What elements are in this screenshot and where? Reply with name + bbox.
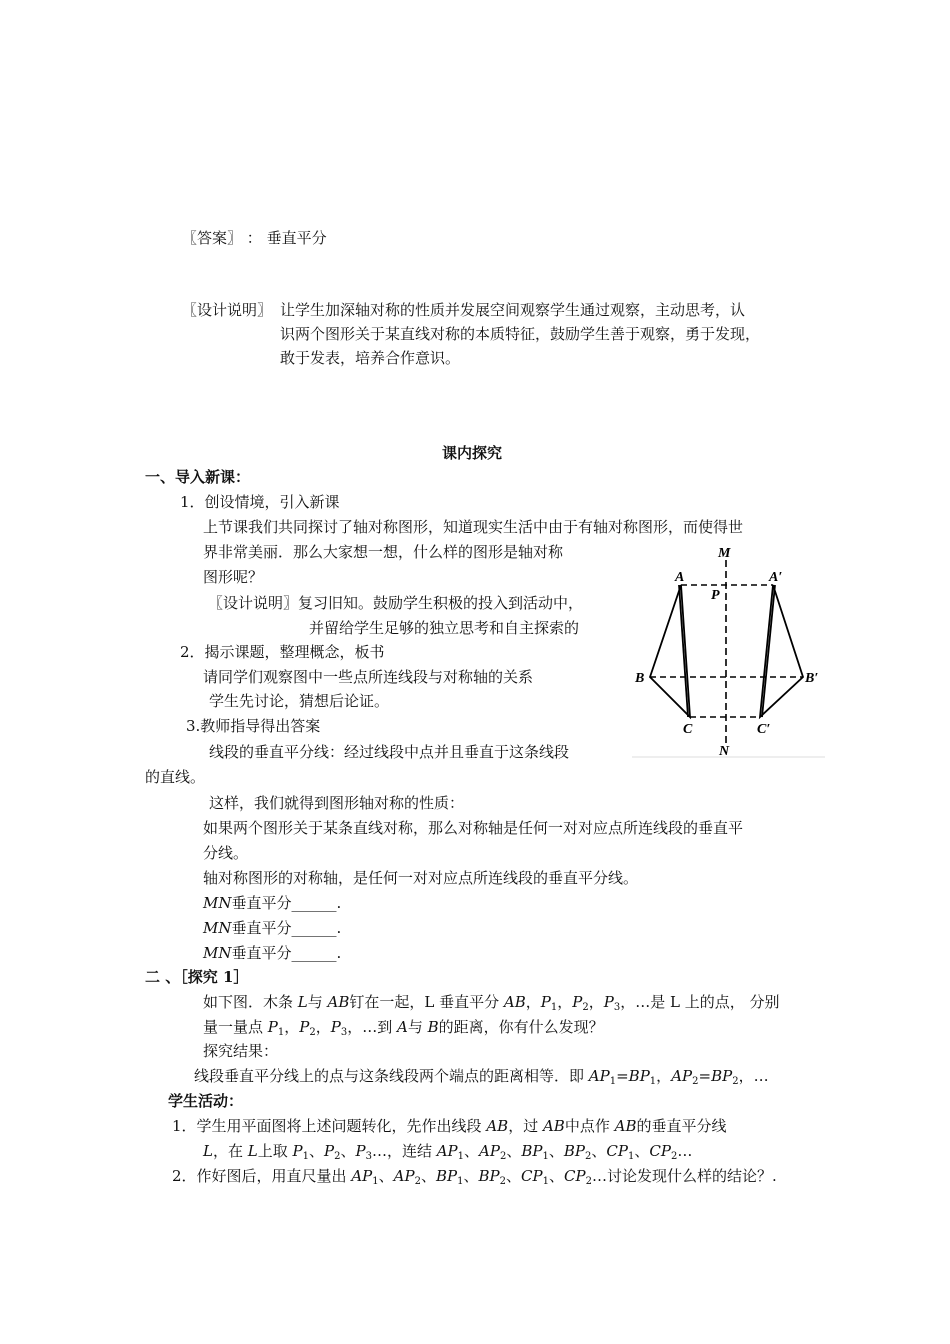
symbol-p: P [292, 1142, 303, 1160]
symbol-p: P [267, 1018, 278, 1036]
text-span: 1．学生用平面图将上述问题转化，先作出线段 [172, 1117, 487, 1135]
text-span: ， [738, 1067, 754, 1085]
result-text [194, 1066, 769, 1092]
text-span: 钉在一起，L 垂直平分 [349, 993, 504, 1011]
subscript: 3 [613, 1002, 621, 1013]
subscript: 1 [550, 1002, 558, 1013]
subscript: 2 [334, 1151, 341, 1162]
subscript: 2 [585, 1151, 592, 1162]
symbol-ap: AP [351, 1167, 373, 1185]
design-note-line: 识两个图形关于某直线对称的本质特征，鼓励学生善于观察，勇于发现， [280, 325, 761, 343]
text-span: 、 [308, 1142, 324, 1160]
symbol-l: L [297, 993, 308, 1011]
property-intro: 这样，我们就得到图形轴对称的性质： [209, 794, 465, 812]
activity-step [172, 1116, 726, 1136]
symbol-p: P [540, 993, 551, 1011]
text-span: 、 [340, 1142, 356, 1160]
text-span: ，过 [508, 1117, 543, 1135]
answer-colon: ： [246, 229, 262, 247]
label-b: B [635, 671, 645, 686]
text-span: 与 [307, 993, 328, 1011]
text-span: ，在 [212, 1142, 248, 1160]
subscript: 2 [499, 1176, 506, 1187]
symbol-cp: CP [521, 1167, 543, 1185]
explore-intro [203, 1017, 604, 1043]
label-b-prime: B′ [805, 671, 819, 686]
item1-title: 1．创设情境，引入新课 [180, 493, 340, 511]
subscript: 2 [582, 1002, 589, 1013]
item1-text: 上节课我们共同探讨了轴对称图形，知道现实生活中由于有轴对称图形，而使得世 [203, 518, 744, 536]
symbol-bp: BP [711, 1067, 733, 1085]
mn-blank-text: 垂直平分______. [231, 894, 342, 912]
text-span: 上取 [257, 1142, 293, 1160]
design-note-2 [208, 593, 583, 613]
design-note-label: 〖设计说明〗 [182, 301, 273, 319]
subscript: 2 [732, 1076, 739, 1087]
text-span: …，连结 [371, 1142, 437, 1160]
symbol-ap: AP [393, 1167, 415, 1185]
text-span: 线段垂直平分线上的点与这条线段两个端点的距离相等．即 [194, 1067, 589, 1085]
subscript: 2 [692, 1076, 699, 1087]
text-span: 、 [634, 1142, 650, 1160]
symbol-bp: BP [628, 1067, 650, 1085]
text-span: 如下图．木条 [203, 993, 298, 1011]
text-span: 的距离，你有什么发现？ [438, 1018, 604, 1036]
symbol-ap: AP [588, 1067, 610, 1085]
symbol-l: L [247, 1142, 258, 1160]
symbol-bp: BP [521, 1142, 543, 1160]
section-title: 课内探究 [442, 444, 503, 462]
symbol-ab: AB [503, 993, 526, 1011]
subscript: 1 [457, 1151, 465, 1162]
part2-heading: 二 、［探究 1］ [145, 968, 249, 986]
label-a: A [675, 570, 685, 585]
text-span: ， [557, 993, 573, 1011]
text-span: ， [315, 1018, 331, 1036]
property-text: 轴对称图形的对称轴，是任何一对对应点所连线段的垂直平分线。 [203, 869, 639, 887]
text-span: …到 [362, 1018, 398, 1036]
text-span: ， [656, 1067, 672, 1085]
equals-sign: = [698, 1067, 712, 1085]
text-span: 、 [464, 1142, 480, 1160]
subscript: 3 [365, 1151, 372, 1162]
label-a-prime: A′ [769, 570, 783, 585]
symbol-cp: CP [606, 1142, 628, 1160]
symbol-p: P [603, 993, 614, 1011]
text-span: 、 [591, 1142, 607, 1160]
property-text: 如果两个图形关于某条直线对称，那么对称轴是任何一对对应点所连线段的垂直平 [203, 819, 744, 837]
symbol-ab: AB [542, 1117, 565, 1135]
equals-sign: = [616, 1067, 629, 1085]
explore-intro [203, 992, 780, 1018]
text-span: …是 L 上的点， 分别 [635, 993, 780, 1011]
subscript: 1 [649, 1076, 657, 1087]
right-triangle [760, 585, 803, 717]
item2-title: 2．揭示课题，整理概念，板书 [180, 643, 385, 661]
subscript: 1 [302, 1151, 309, 1162]
double-edge-right [762, 585, 775, 717]
mn-blank-row [203, 943, 341, 963]
mn-blank-row [203, 893, 341, 913]
result-label: 探究结果： [203, 1042, 279, 1060]
text-span: 、 [548, 1142, 564, 1160]
mn-symbol: MN [203, 894, 232, 912]
text-span: ， [284, 1018, 300, 1036]
text-span: ， [588, 993, 604, 1011]
activity-heading: 学生活动： [168, 1092, 244, 1110]
symbol-cp: CP [563, 1167, 586, 1185]
text-span: 、 [506, 1167, 522, 1185]
label-m: M [718, 546, 731, 561]
activity-step [203, 1141, 692, 1167]
item1-text: 界非常美丽．那么大家想一想，什么样的图形是轴对称 [203, 543, 564, 561]
subscript: 2 [309, 1027, 316, 1038]
answer-text: 垂直平分 [266, 229, 327, 247]
label-n: N [719, 744, 730, 759]
text-span: 2．作好图后，用直尺量出 [172, 1167, 352, 1185]
symbol-p: P [299, 1018, 310, 1036]
symbol-p: P [355, 1142, 366, 1160]
design-note-2-label: 〖设计说明〗 [208, 594, 299, 612]
definition-text: 的直线。 [145, 768, 206, 786]
mn-blank-row [203, 918, 341, 938]
subscript: 3 [340, 1027, 348, 1038]
symbol-ap: AP [479, 1142, 500, 1160]
subscript: 1 [609, 1076, 617, 1087]
answer-label: 〖答案〗 [182, 229, 243, 247]
text-span: 中点作 [564, 1117, 615, 1135]
design-note-2-text: 复习旧知。鼓励学生积极的投入到活动中， [298, 594, 584, 612]
label-c-prime: C′ [757, 722, 771, 737]
text-span: ， [347, 1018, 363, 1036]
part1-heading: 一、导入新课： [145, 468, 251, 486]
text-span: 、 [506, 1142, 522, 1160]
mn-symbol: MN [203, 919, 232, 937]
text-span: ， [525, 993, 541, 1011]
text-span: …讨论发现什么样的结论？. [591, 1167, 777, 1185]
symbol-l: L [203, 1142, 213, 1160]
subscript: 1 [627, 1151, 635, 1162]
subscript: 1 [372, 1176, 379, 1187]
symmetry-figure [630, 545, 830, 760]
subscript: 1 [542, 1176, 549, 1187]
item2-text: 请同学们观察图中一些点所连线段与对称轴的关系 [203, 668, 534, 686]
symbol-bp: BP [563, 1142, 586, 1160]
text-span: ， [620, 993, 636, 1011]
item1-text: 图形呢？ [203, 568, 264, 586]
text-span: 、 [463, 1167, 479, 1185]
symbol-bp: BP [478, 1167, 500, 1185]
mn-blank-text: 垂直平分______. [231, 944, 342, 962]
symbol-p: P [330, 1018, 341, 1036]
design-note-2-line2: 并留给学生足够的独立思考和自主探索的 [309, 619, 580, 637]
symbol-p: P [323, 1142, 335, 1160]
mn-symbol: MN [203, 944, 232, 962]
activity-step [172, 1166, 777, 1192]
symbol-bp: BP [435, 1167, 458, 1185]
text-span: … [753, 1067, 769, 1085]
double-edge-left [679, 585, 688, 717]
subscript: 1 [457, 1176, 464, 1187]
text-span: … [677, 1142, 693, 1160]
text-span: 、 [420, 1167, 436, 1185]
text-span: 的垂直平分线 [636, 1117, 727, 1135]
symbol-a: A [397, 1018, 408, 1036]
text-span: 、 [378, 1167, 394, 1185]
mn-blank-text: 垂直平分______. [231, 919, 342, 937]
design-note-line: 让学生加深轴对称的性质并发展空间观察学生通过观察，主动思考，认 [280, 301, 746, 319]
symbol-ab: AB [614, 1117, 637, 1135]
design-note-line: 敢于发表，培养合作意识。 [280, 349, 461, 367]
symbol-p: P [572, 993, 583, 1011]
subscript: 2 [414, 1176, 421, 1187]
symbol-ap: AP [671, 1067, 693, 1085]
subscript: 2 [499, 1151, 507, 1162]
text-span: 与 [407, 1018, 428, 1036]
label-p: P [711, 588, 720, 603]
property-text: 分线。 [203, 844, 249, 862]
item3-title: 3.教师指导得出答案 [186, 717, 321, 735]
subscript: 2 [585, 1176, 592, 1187]
symbol-ap: AP [436, 1142, 458, 1160]
answer-line [182, 228, 327, 248]
definition-text: 线段的垂直平分线：经过线段中点并且垂直于这条线段 [209, 743, 570, 761]
subscript: 2 [670, 1151, 678, 1162]
label-c: C [683, 722, 693, 737]
symbol-ab: AB [327, 993, 350, 1011]
text-span: 、 [548, 1167, 564, 1185]
subscript: 1 [542, 1151, 549, 1162]
symbol-cp: CP [649, 1142, 671, 1160]
symbol-ab: AB [486, 1117, 509, 1135]
subscript: 1 [277, 1027, 285, 1038]
item2-text: 学生先讨论，猜想后论证。 [209, 692, 390, 710]
text-span: 量一量点 [203, 1018, 268, 1036]
symbol-b: B [427, 1018, 439, 1036]
